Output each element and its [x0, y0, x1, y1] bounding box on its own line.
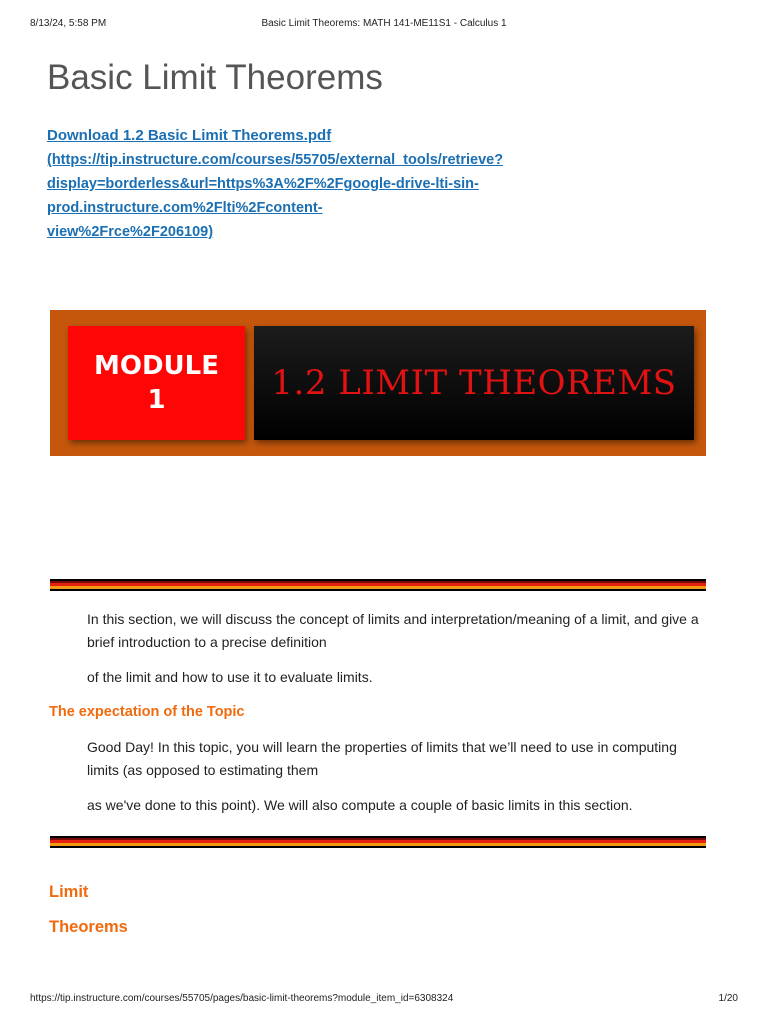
print-footer — [30, 993, 738, 1007]
download-link-text: Download 1.2 Basic Limit Theorems.pdf — [47, 127, 332, 144]
module-banner — [50, 310, 706, 456]
intro-paragraph-2: of the limit and how to use it to evaluate limits. — [87, 669, 373, 685]
print-header — [30, 18, 738, 32]
download-link-url-3: view%2Frce%2F206109) — [47, 224, 214, 240]
page-number: 1/20 — [718, 993, 738, 1004]
expectation-paragraph-2: as we've done to this point). We will also compute a couple of basic limits in this section. — [87, 797, 633, 813]
expectation-heading: The expectation of the Topic — [49, 704, 245, 720]
module-word: MODULE — [94, 351, 219, 381]
download-pdf-link[interactable] — [47, 124, 727, 244]
module-title: 1.2 LIMIT THEOREMS — [254, 326, 694, 440]
expectation-paragraph-1: Good Day! In this topic, you will learn the properties of limits that we’ll need to use in computing limits (as opposed to estimating them — [87, 739, 677, 778]
print-date: 8/13/24, 5:58 PM — [30, 18, 107, 29]
section-heading-limit: Limit — [49, 883, 89, 901]
module-number: 1 — [147, 385, 166, 415]
intro-paragraph-1: In this section, we will discuss the concept of limits and interpretation/meaning of a limit, and give a brief introduction to a precise definition — [87, 611, 699, 650]
module-badge — [68, 326, 245, 440]
download-link-url-1: (https://tip.instructure.com/courses/55705/external_tools/retrieve? — [47, 152, 504, 168]
print-page-title: Basic Limit Theorems: MATH 141-ME11S1 - Calculus 1 — [261, 18, 507, 29]
download-link-url-2: display=borderless&url=https%3A%2F%2Fgoogle-drive-lti-sin-prod.instructure.com%2Flti%2Fcontent- — [47, 176, 479, 216]
print-url: https://tip.instructure.com/courses/55705/pages/basic-limit-theorems?module_item_id=6308324 — [30, 993, 454, 1004]
section-heading-theorems: Theorems — [49, 918, 128, 936]
divider-stripe — [50, 579, 706, 591]
page-title: Basic Limit Theorems — [47, 58, 383, 97]
divider-stripe — [50, 836, 706, 848]
